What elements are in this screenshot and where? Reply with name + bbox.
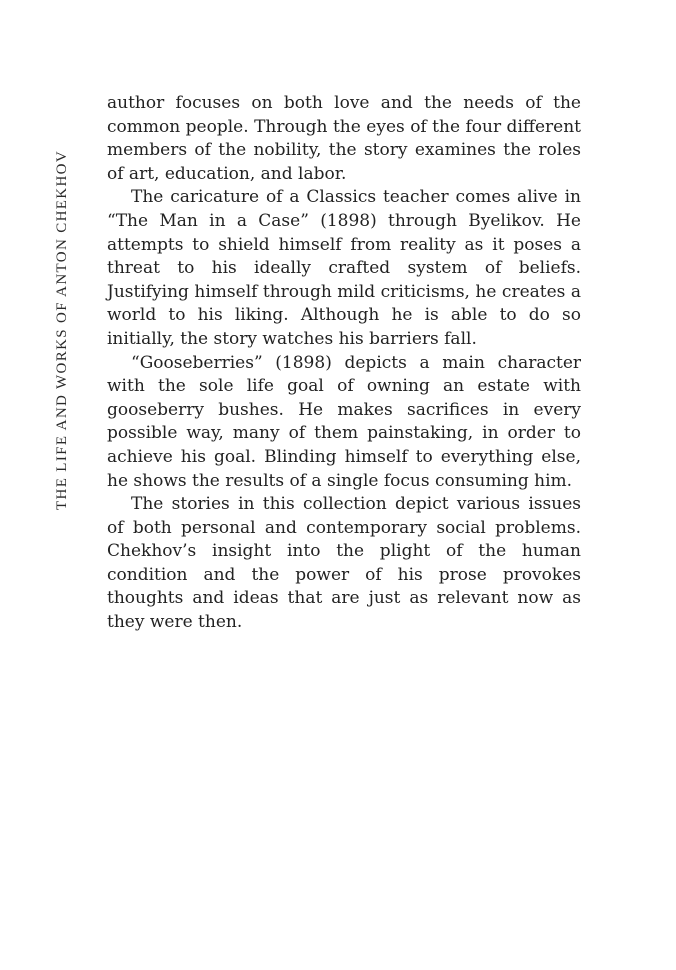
running-head <box>48 100 76 510</box>
paragraph-gooseberries: “Gooseberries” (1898) depicts a main character with the sole life goal of owning an estate with gooseberry bushes. He makes sacrifices in every possible way, many of them painstaking, in order to achieve his goal. Blinding himself to everything else, he shows the results of a single focus consuming him. <box>107 352 581 491</box>
paragraph-man-in-a-case: The caricature of a Classics teacher comes alive in “The Man in a Case” (1898) through Byelikov. He attempts to shield himself from reality as it poses a threat to his ideally crafted system of beliefs. Justifying himself through mild criticisms, he creates a world to his liking. Although he is able to do so initially, the story watches his barriers fall. <box>107 187 581 349</box>
paragraph-collection-summary: The stories in this collection depict various issues of both personal and contemporary social problems. Chekhov’s insight into the plight of the human condition and the power of his prose provokes thoughts and ideas that are just as relevant now as they were then. <box>107 494 581 633</box>
running-head-text: THE LIFE AND WORKS OF ANTON CHEKHOV <box>54 149 70 510</box>
paragraph-continued: author focuses on both love and the needs of the common people. Through the eyes of the four different members of the nobility, the story examines the roles of art, education, and labor. <box>107 93 581 184</box>
body-text <box>107 92 581 635</box>
